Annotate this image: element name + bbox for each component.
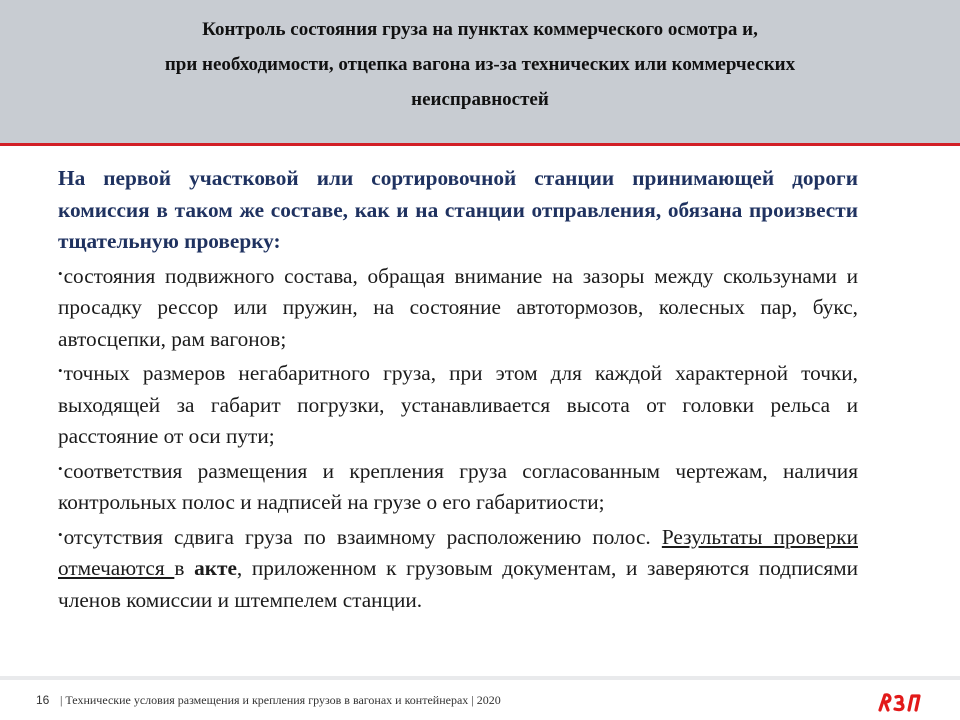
bullet-item-1 bbox=[58, 258, 858, 356]
slide-footer bbox=[0, 680, 960, 720]
slide-header bbox=[0, 0, 960, 146]
title-line-3: неисправностей bbox=[411, 89, 549, 110]
bullet-item-3 bbox=[58, 453, 858, 519]
result-underlined-text: Результаты проверки отмечаются bbox=[58, 524, 858, 580]
bullet-item-4 bbox=[58, 519, 858, 617]
rzd-logo-icon bbox=[876, 692, 922, 712]
result-text-part1: в bbox=[174, 556, 195, 580]
title-line-2: при необходимости, отцепка вагона из-за технических или коммерческих bbox=[164, 54, 796, 75]
bullet-text-4: отсутствия сдвига груза по взаимному расположению полос. bbox=[63, 524, 651, 549]
footer-caption: | Технические условия размещения и крепления грузов в вагонах и контейнерах | 2020 bbox=[60, 693, 501, 707]
slide-body bbox=[58, 163, 858, 616]
title-line-1: Контроль состояния груза на пунктах коммерческого осмотра и, bbox=[202, 19, 758, 40]
result-bold-act: акте bbox=[194, 556, 237, 580]
bullet-text-2: точных размеров негабаритного груза, при этом для каждой характерной точки, выходящей за габарит погрузки, устанавливается высота от головки рельса и расстояние от оси пути; bbox=[58, 361, 858, 448]
page-number: 16 bbox=[36, 693, 50, 707]
bullet-text-1: состояния подвижного состава, обращая внимание на зазоры между скользунами и просадку рессор или пружин, на состояние автотормозов, колесных пар, букс, автосцепки, рам вагонов; bbox=[58, 263, 858, 351]
bullet-item-2 bbox=[58, 355, 858, 453]
slide-title bbox=[60, 12, 900, 117]
intro-paragraph: На первой участковой или сортировочной станции принимающей дороги комиссия в таком же составе, как и на станции отправления, обязана произвести тщательную проверку: bbox=[58, 166, 858, 253]
result-text-part2: , приложенном к грузовым документам, и заверяются подписями членов комиссии и штемпелем станции. bbox=[58, 556, 859, 612]
bullet-text-3: соответствия размещения и крепления груза согласованным чертежам, наличия контрольных полос и надписей на грузе о его габаритиости; bbox=[58, 458, 858, 514]
